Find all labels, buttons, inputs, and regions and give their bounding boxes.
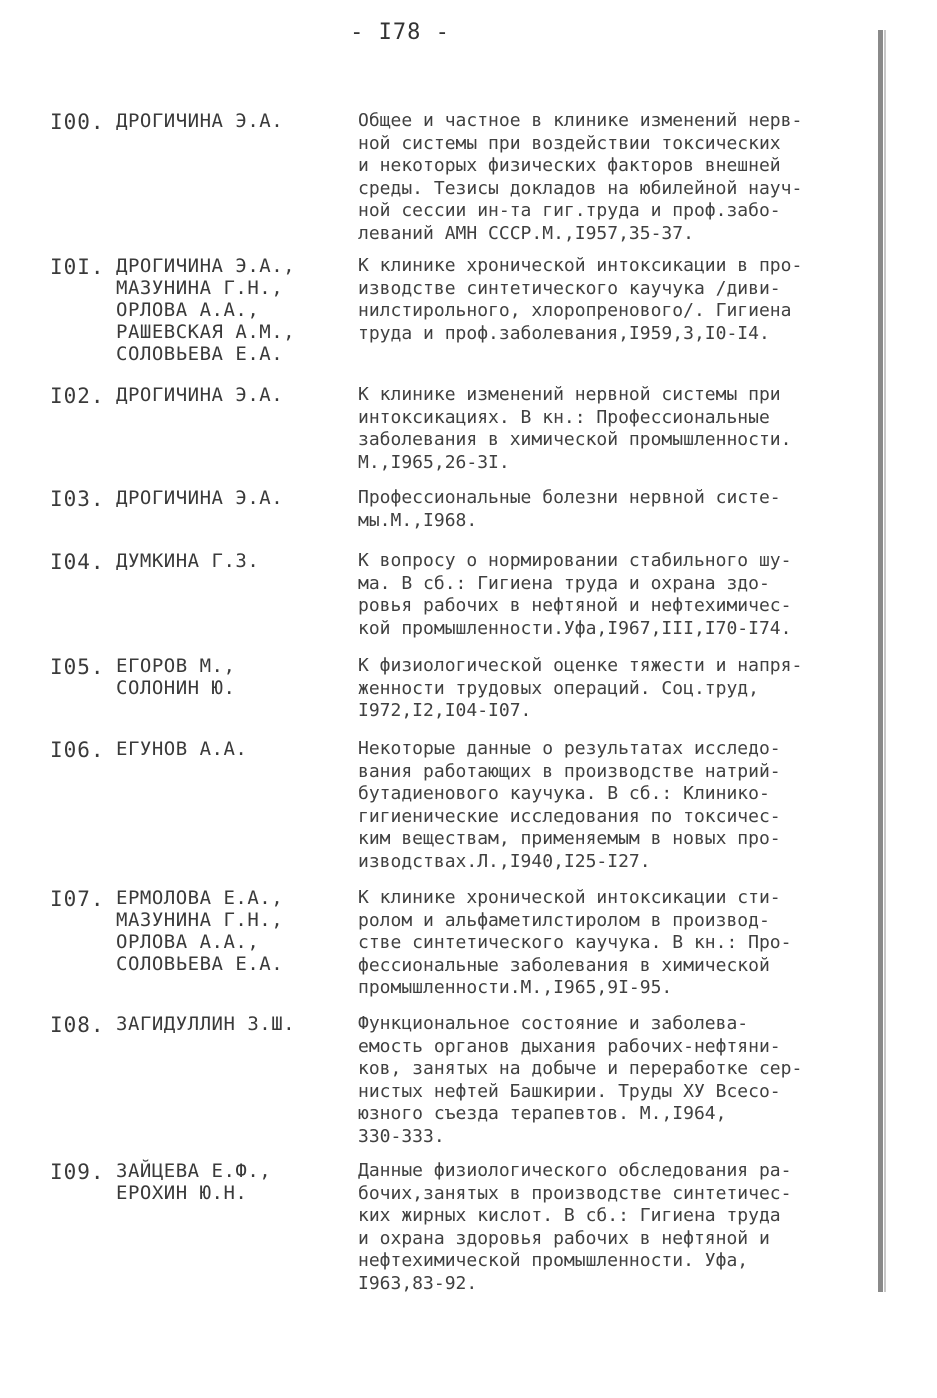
author: ЕРОХИН Ю.Н.: [116, 1182, 248, 1204]
entry-number: I00.: [50, 110, 105, 134]
author: СОЛОНИН Ю.: [116, 677, 236, 699]
entry-number: I08.: [50, 1013, 105, 1037]
author: РАШЕВСКАЯ А.М.,: [116, 321, 296, 343]
author: СОЛОВЬЕВА Е.А.: [116, 343, 284, 365]
author: ДУМКИНА Г.З.: [116, 550, 260, 572]
author: ЗАГИДУЛЛИН З.Ш.: [116, 1013, 296, 1035]
author: ЕГОРОВ М.,: [116, 655, 236, 677]
entry-authors: [116, 738, 247, 760]
entry-authors: [116, 550, 259, 572]
entry-authors: [116, 1160, 271, 1204]
entry-authors: [116, 110, 283, 132]
entry-number: I07.: [50, 887, 105, 911]
page-edge-shadow-light: [884, 30, 886, 1292]
entry-description: К физиологической оценке тяжести и напря- женности трудовых операций. Соц.труд, I972,I2,I04-I07.: [358, 655, 803, 722]
author: ДРОГИЧИНА Э.А.,: [116, 255, 296, 277]
entry-authors: [116, 655, 235, 699]
entry-authors: [116, 384, 283, 406]
entry-authors: [116, 1013, 295, 1035]
author: СОЛОВЬЕВА Е.А.: [116, 953, 284, 975]
author: ДРОГИЧИНА Э.А.: [116, 110, 284, 132]
entry-number: I05.: [50, 655, 105, 679]
entry-description: К клинике хронической интоксикации в про- изводстве синтетического каучука /диви- нилстирольного, хлоропренового/. Гигиена труда и проф.заболевания,I959,3,I0-I4.: [358, 255, 803, 344]
entry-description: К клинике изменений нервной системы при интоксикациях. В кн.: Профессиональные заболевания в химической промышленности. М.,I965,26-3I.: [358, 384, 792, 473]
author: ЕГУНОВ А.А.: [116, 738, 248, 760]
author: ОРЛОВА А.А.,: [116, 931, 260, 953]
entry-authors: [116, 887, 283, 975]
entry-description: К вопросу о нормировании стабильного шу- ма. В сб.: Гигиена труда и охрана здо- ровья рабочих в нефтяной и нефтехимичес- кой промышленности.Уфа,I967,III,I70-I74.: [358, 550, 792, 639]
entry-description: Некоторые данные о результатах исследо- вания работающих в производстве натрий- бутадиенового каучука. В сб.: Клинико- гигиенические исследования по токсичес- ким веществам, применяемым в новых про- изводствах.Л.,I940,I25-I27.: [358, 738, 781, 872]
author: ЕРМОЛОВА Е.А.,: [116, 887, 284, 909]
entry-number: I0I.: [50, 255, 105, 279]
entry-description: Данные физиологического обследования ра- бочих,занятых в производстве синтетичес- ких жирных кислот. В сб.: Гигиена труда и охрана здоровья рабочих в нефтяной и нефтехимической промышленности. Уфа, I963,83-92.: [358, 1160, 792, 1294]
author: МАЗУНИНА Г.Н.,: [116, 277, 284, 299]
entry-number: I02.: [50, 384, 105, 408]
entry-authors: [116, 255, 295, 365]
entry-description: Общее и частное в клинике изменений нерв- ной системы при воздействии токсических и некоторых физических факторов внешней среды. Тезисы докладов на юбилейной науч- ной сессии ин-та гиг.труда и проф.забо- леваний АМН СССР.М.,I957,35-37.: [358, 110, 803, 244]
author: МАЗУНИНА Г.Н.,: [116, 909, 284, 931]
author: ДРОГИЧИНА Э.А.: [116, 384, 284, 406]
entry-description: Профессиональные болезни нервной систе- мы.М.,I968.: [358, 487, 781, 531]
entry-number: I06.: [50, 738, 105, 762]
entry-authors: [116, 487, 283, 509]
page-edge-shadow: [878, 30, 883, 1292]
author: ОРЛОВА А.А.,: [116, 299, 260, 321]
entry-number: I09.: [50, 1160, 105, 1184]
author: ЗАЙЦЕВА Е.Ф.,: [116, 1160, 272, 1182]
entry-number: I04.: [50, 550, 105, 574]
entry-description: Функциональное состояние и заболева- емость органов дыхания рабочих-нефтяни- ков, занятых на добыче и переработке сер- нистых нефтей Башкирии. Труды XУ Всесо- юзного съезда терапевтов. М.,I964, 330-333.: [358, 1013, 803, 1147]
entry-number: I03.: [50, 487, 105, 511]
author: ДРОГИЧИНА Э.А.: [116, 487, 284, 509]
entry-description: К клинике хронической интоксикации сти- ролом и альфаметилстиролом в производ- стве синтетического каучука. В кн.: Про- фессиональные заболевания в химической промышленности.М.,I965,9I-95.: [358, 887, 792, 999]
page-number: - I78 -: [350, 20, 450, 45]
